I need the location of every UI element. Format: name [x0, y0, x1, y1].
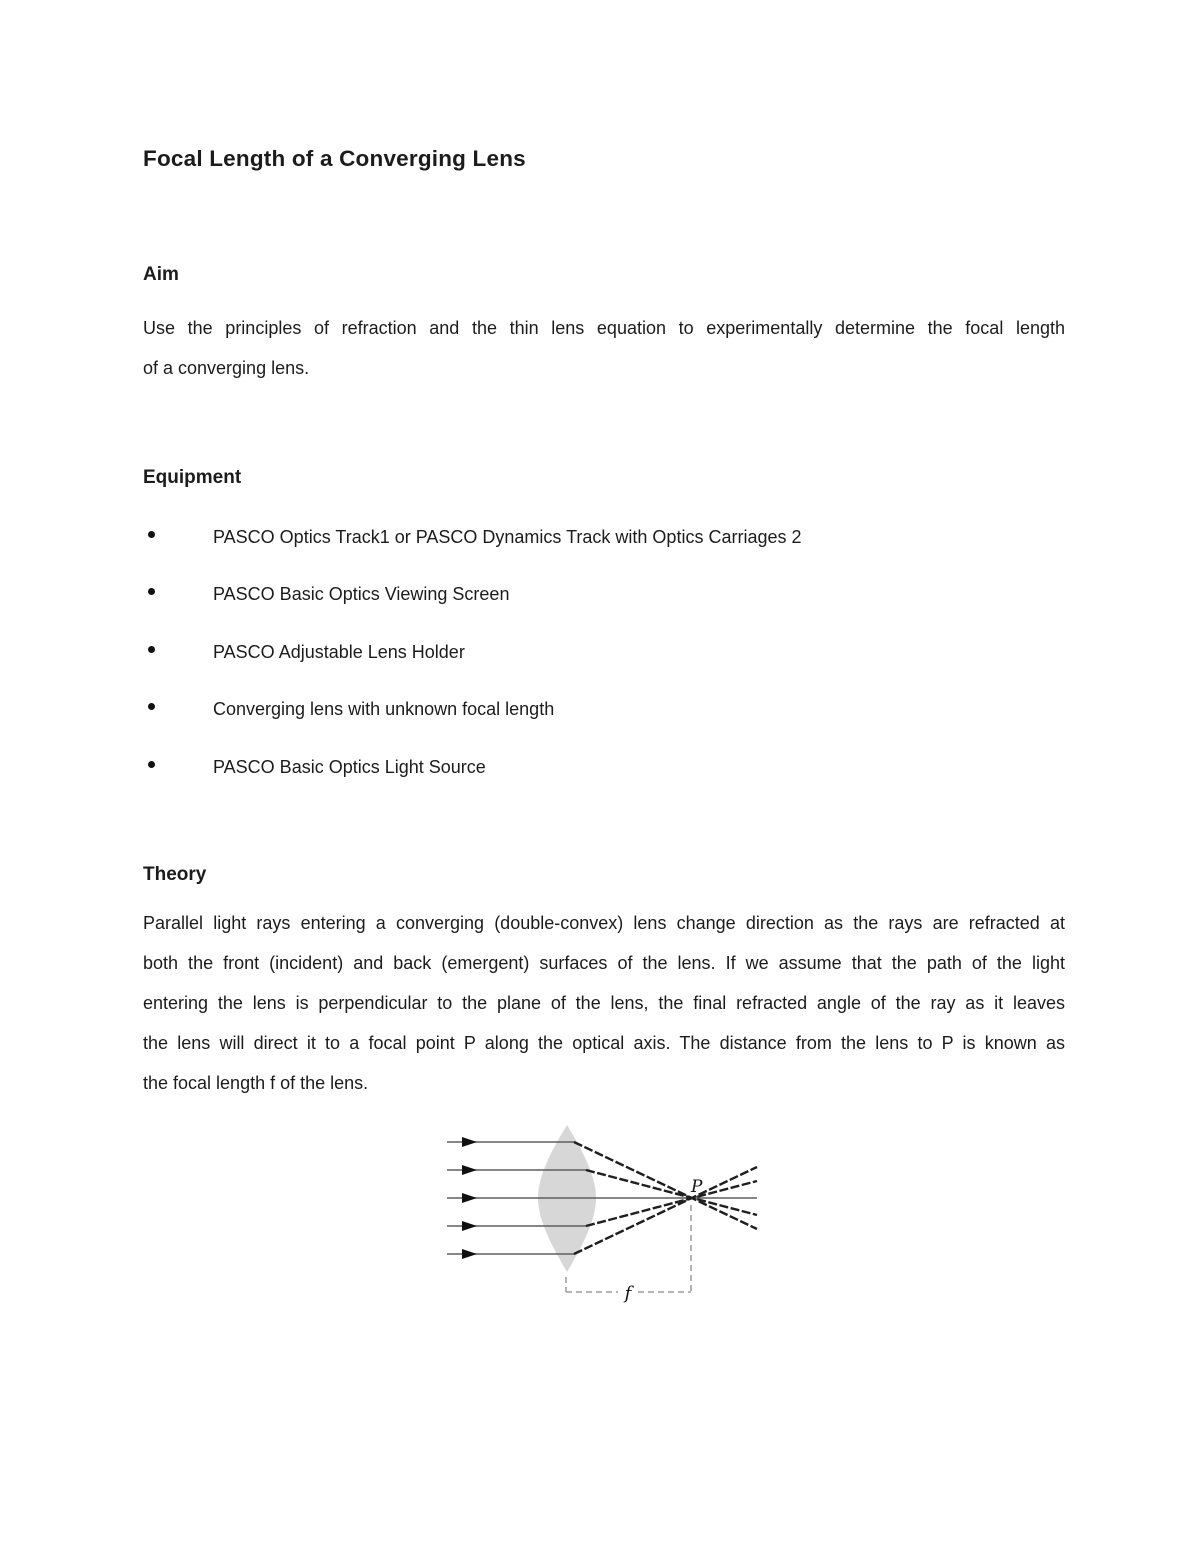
text-line: both the front (incident) and back (emergent) surfaces of the lens. If we assume that the path of the light — [143, 953, 1065, 973]
list-item — [143, 525, 1065, 549]
aim-heading: Aim — [143, 264, 179, 285]
page-title: Focal Length of a Converging Lens — [143, 146, 526, 171]
bullet-icon — [148, 531, 155, 538]
list-item — [143, 582, 1065, 606]
list-item — [143, 755, 1065, 779]
lens-diagram — [430, 1115, 770, 1315]
ray-arrowhead-icons — [462, 1137, 477, 1259]
list-item-label: PASCO Basic Optics Viewing Screen — [213, 584, 510, 604]
incoming-rays — [447, 1142, 757, 1254]
list-item — [143, 640, 1065, 664]
text-line: entering the lens is perpendicular to the plane of the lens, the final refracted angle of the ray as it leaves — [143, 993, 1065, 1013]
bullet-icon — [148, 761, 155, 768]
theory-paragraph — [143, 903, 1065, 1103]
bullet-icon — [148, 588, 155, 595]
list-item-label: PASCO Optics Track1 or PASCO Dynamics Track with Optics Carriages 2 — [213, 527, 802, 547]
list-item-label: Converging lens with unknown focal length — [213, 699, 555, 719]
text-line: of a converging lens. — [143, 358, 310, 378]
bullet-icon — [148, 703, 155, 710]
list-item-label: PASCO Adjustable Lens Holder — [213, 642, 465, 662]
bullet-icon — [148, 646, 155, 653]
aim-paragraph — [143, 308, 1065, 388]
text-line: Parallel light rays entering a converging (double-convex) lens change direction as the rays are refracted at — [143, 913, 1065, 933]
focal-length-label: f — [624, 1283, 632, 1304]
text-line: the focal length f of the lens. — [143, 1073, 369, 1093]
equipment-heading: Equipment — [143, 467, 242, 488]
text-line: the lens will direct it to a focal point P along the optical axis. The distance from the lens to P is known as — [143, 1033, 1065, 1053]
text-line: Use the principles of refraction and the thin lens equation to experimentally determine the focal length — [143, 318, 1065, 338]
focal-point-label: P — [691, 1177, 703, 1197]
theory-heading: Theory — [143, 864, 207, 885]
list-item — [143, 697, 1065, 721]
list-item-label: PASCO Basic Optics Light Source — [213, 757, 486, 777]
